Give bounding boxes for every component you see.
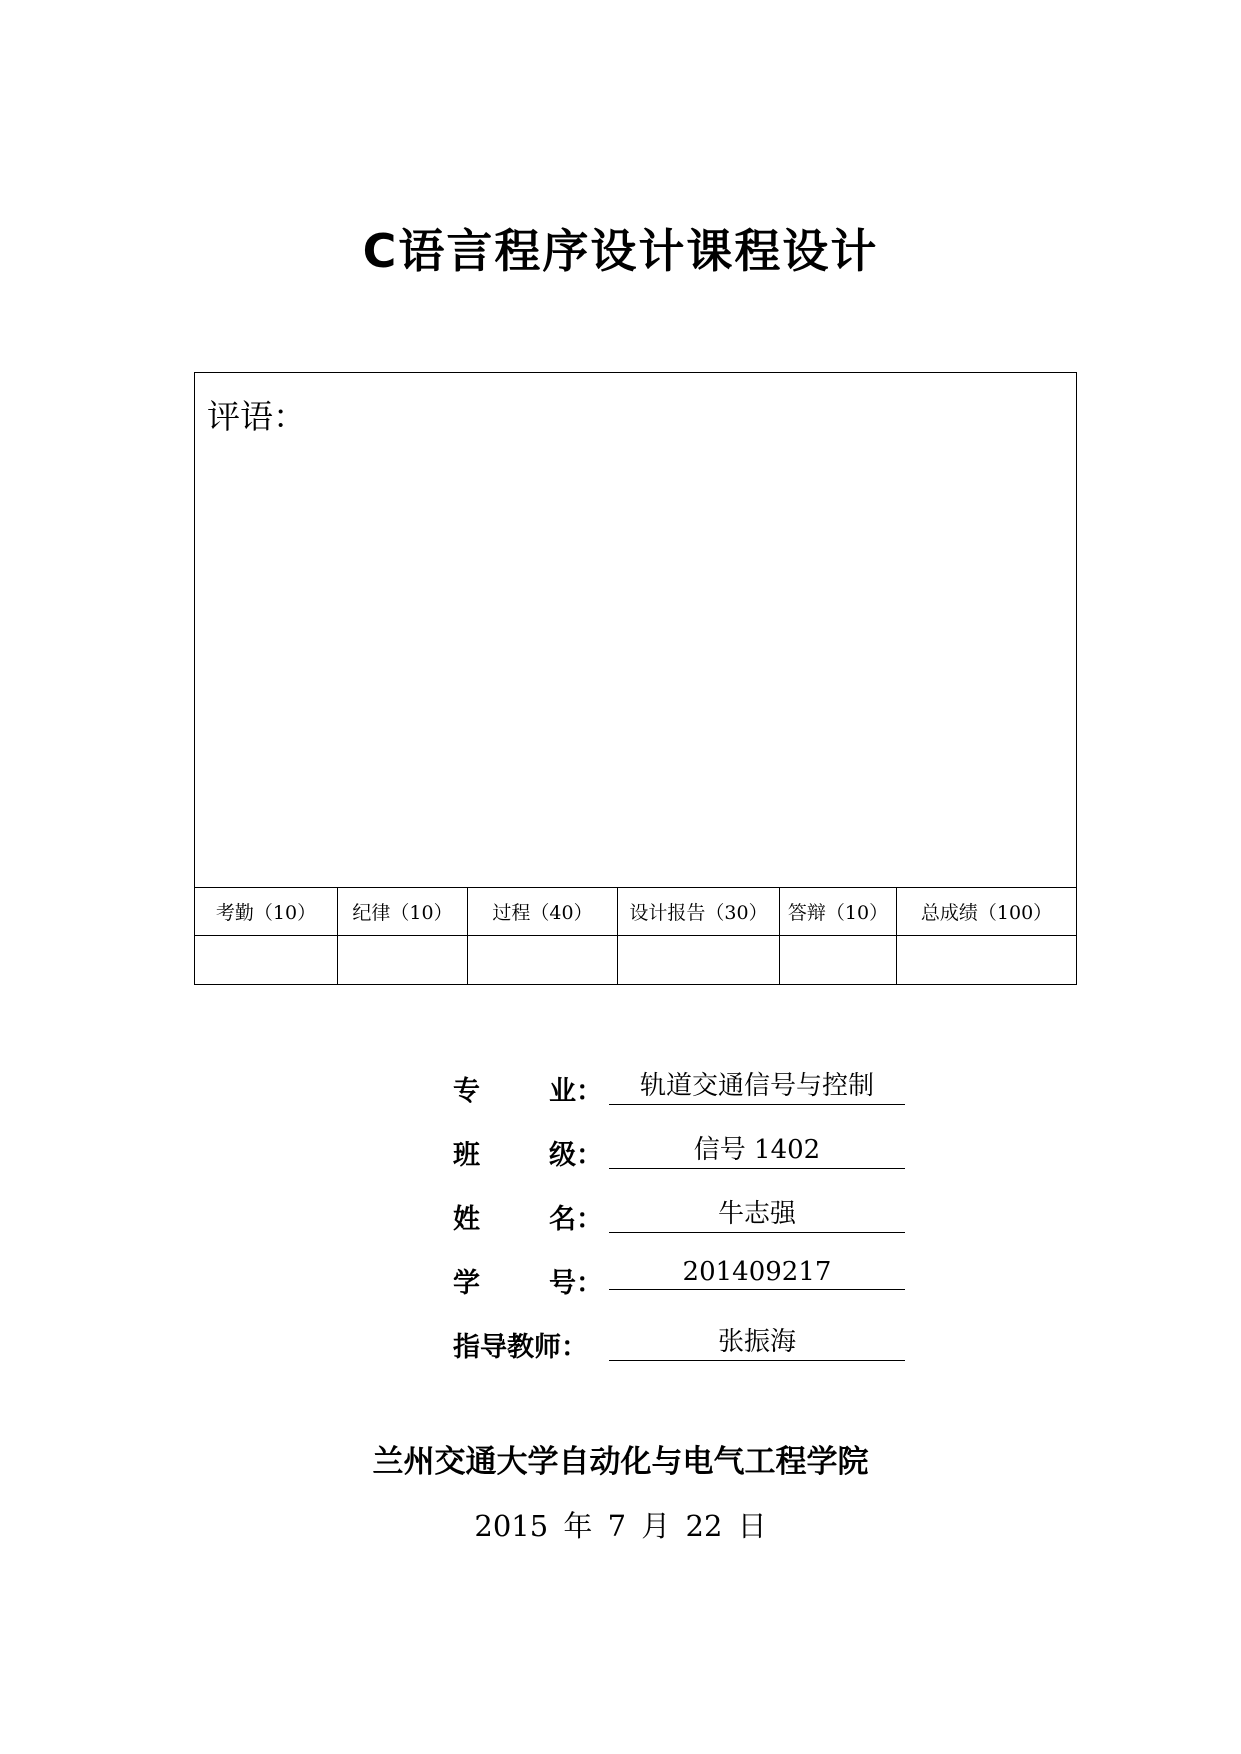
info-label-major: 专 业： — [453, 1076, 603, 1107]
info-value-advisor[interactable]: 张振海 — [609, 1321, 905, 1361]
info-label-class: 班 级： — [453, 1140, 603, 1171]
comment-area[interactable] — [195, 373, 1077, 888]
info-value-class[interactable]: 信号 1402 — [609, 1129, 905, 1169]
score-value-report[interactable] — [618, 936, 780, 985]
info-value-major[interactable]: 轨道交通信号与控制 — [609, 1065, 905, 1105]
score-header-report: 设计报告（30） — [618, 888, 780, 936]
school-name: 兰州交通大学自动化与电气工程学院 — [372, 1444, 869, 1480]
score-value-total[interactable] — [897, 936, 1077, 985]
score-value-process[interactable] — [468, 936, 618, 985]
document-title: C语言程序设计课程设计 — [362, 224, 879, 278]
score-value-attendance[interactable] — [195, 936, 338, 985]
grade-table — [194, 372, 1077, 985]
score-header-discipline: 纪律（10） — [338, 888, 468, 936]
document-date: 2015 年 7 月 22 日 — [474, 1509, 767, 1543]
comment-label: 评语： — [207, 397, 306, 436]
score-header-defense: 答辩（10） — [780, 888, 897, 936]
info-label-name: 姓 名： — [453, 1204, 603, 1235]
info-label-student-id: 学 号： — [453, 1268, 603, 1299]
info-label-advisor: 指导教师： — [453, 1332, 588, 1363]
score-header-process: 过程（40） — [468, 888, 618, 936]
score-value-defense[interactable] — [780, 936, 897, 985]
info-value-student-id[interactable]: 201409217 — [609, 1257, 905, 1290]
info-value-name[interactable]: 牛志强 — [609, 1193, 905, 1233]
score-value-discipline[interactable] — [338, 936, 468, 985]
score-header-total: 总成绩（100） — [897, 888, 1077, 936]
score-header-attendance: 考勤（10） — [195, 888, 338, 936]
